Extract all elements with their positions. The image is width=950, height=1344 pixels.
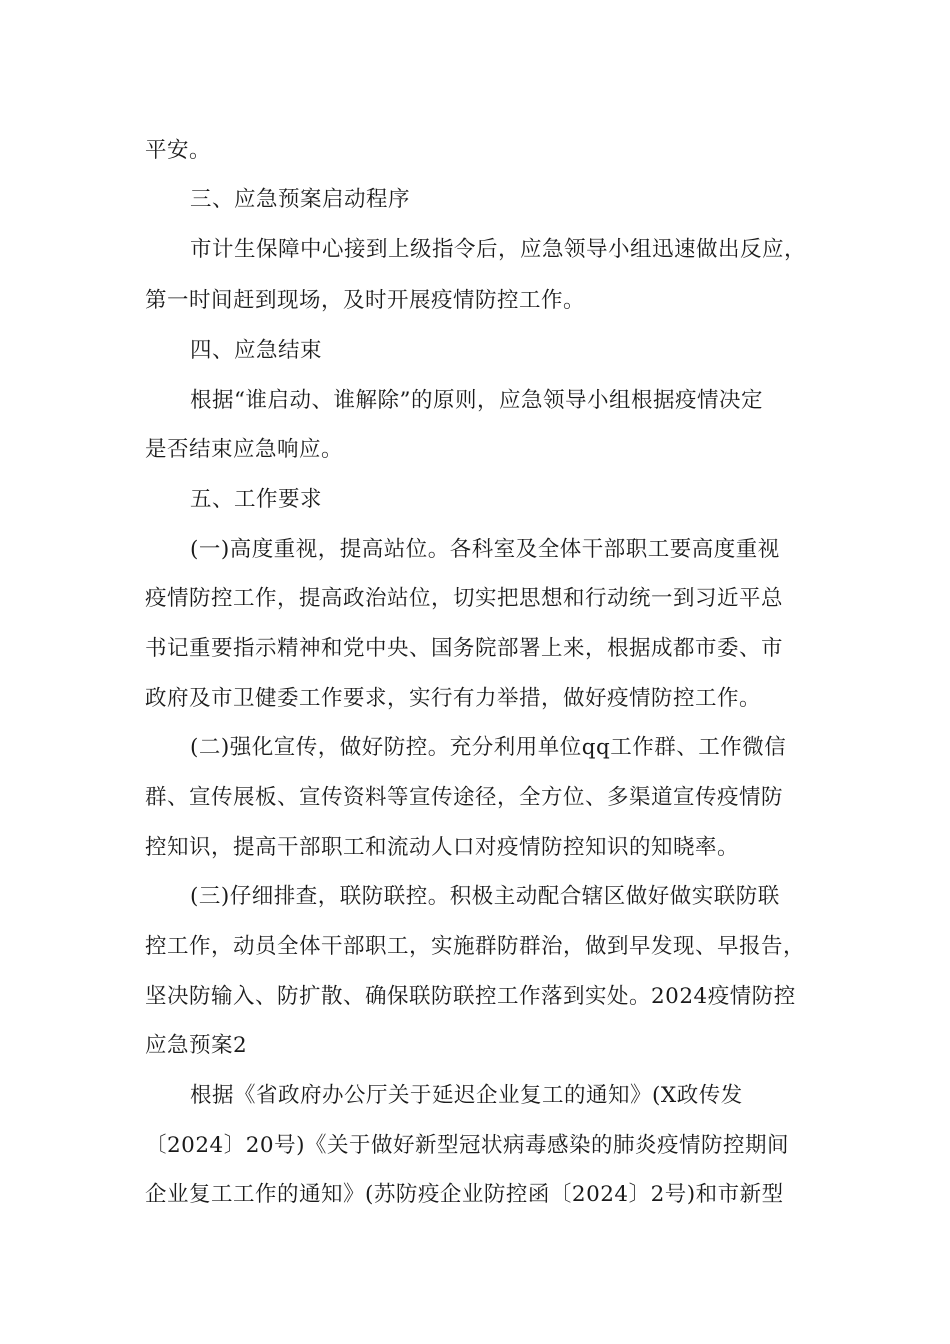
text-line: 根据“谁启动、谁解除”的原则，应急领导小组根据疫情决定 bbox=[190, 388, 763, 413]
text-line: 坚决防输入、防扩散、确保联防联控工作落到实处。2024疫情防控 bbox=[145, 984, 796, 1009]
text-line: 市计生保障中心接到上级指令后，应急领导小组迅速做出反应， bbox=[190, 237, 807, 262]
text-line: 控知识，提高干部职工和流动人口对疫情防控知识的知晓率。 bbox=[145, 835, 740, 860]
text-line: 书记重要指示精神和党中央、国务院部署上来，根据成都市委、市 bbox=[145, 636, 784, 661]
section-heading: 四、应急结束 bbox=[190, 338, 323, 363]
text-line: 根据《省政府办公厅关于延迟企业复工的通知》(X政传发 bbox=[190, 1083, 743, 1108]
text-line: 第一时间赶到现场，及时开展疫情防控工作。 bbox=[145, 288, 586, 313]
text-line: 〔2024〕20号)《关于做好新型冠状病毒感染的肺炎疫情防控期间 bbox=[145, 1133, 789, 1158]
text-line: (二)强化宣传，做好防控。充分利用单位qq工作群、工作微信 bbox=[190, 735, 787, 760]
text-line: (一)高度重视，提高站位。各科室及全体干部职工要高度重视 bbox=[190, 537, 780, 562]
text-line: 政府及市卫健委工作要求，实行有力举措，做好疫情防控工作。 bbox=[145, 686, 762, 711]
text-line: 是否结束应急响应。 bbox=[145, 437, 344, 462]
text-line: 控工作，动员全体干部职工，实施群防群治，做到早发现、早报告， bbox=[145, 934, 806, 959]
text-line: 群、宣传展板、宣传资料等宣传途径，全方位、多渠道宣传疫情防 bbox=[145, 785, 784, 810]
section-heading: 三、应急预案启动程序 bbox=[190, 187, 411, 212]
text-line: 企业复工工作的通知》(苏防疫企业防控函〔2024〕2号)和市新型 bbox=[145, 1182, 784, 1207]
text-line: 应急预案2 bbox=[145, 1033, 248, 1058]
text-line: 平安。 bbox=[145, 138, 212, 163]
text-line: (三)仔细排查，联防联控。积极主动配合辖区做好做实联防联 bbox=[190, 884, 780, 909]
text-line: 疫情防控工作，提高政治站位，切实把思想和行动统一到习近平总 bbox=[145, 586, 784, 611]
section-heading: 五、工作要求 bbox=[190, 487, 323, 512]
